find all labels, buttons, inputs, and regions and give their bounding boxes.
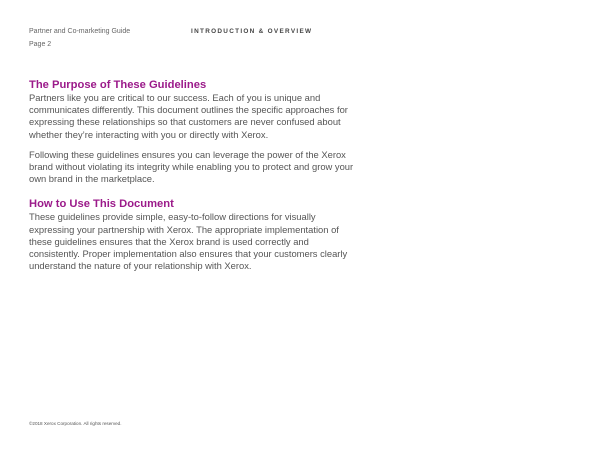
guide-title: Partner and Co-marketing Guide (29, 28, 131, 35)
how-to-use-heading: How to Use This Document (29, 198, 174, 211)
main-content (29, 78, 359, 272)
purpose-heading: The Purpose of These Guidelines (29, 79, 207, 91)
copyright-footer: ©2018 Xerox Corporation. All rights reserved. (29, 421, 122, 426)
page-number: Page 2 (29, 41, 52, 48)
purpose-paragraph-2: Following these guidelines ensures you can leverage the power of the Xerox brand without violating its integrity while enabling you to protect and grow your own brand in the marketplace. (29, 148, 354, 185)
how-to-use-paragraph: These guidelines provide simple, easy-to-follow directions for visually expressing your partnership with Xerox. The appropriate implementation of these guidelines ensures that the Xerox brand is used correctly and consistently. Proper implementation also ensures that your customers clearly understand the nature of your relationship with Xerox. (29, 211, 348, 272)
section-title: INTRODUCTION & OVERVIEW (191, 28, 313, 35)
purpose-paragraph-1: Partners like you are critical to our success. Each of you is unique and communicates differently. This document outlines the specific approaches for expressing these relationships so that customers are never confused about whether they’re interacting with you or directly with Xerox. (29, 92, 348, 140)
page-header (29, 25, 130, 51)
